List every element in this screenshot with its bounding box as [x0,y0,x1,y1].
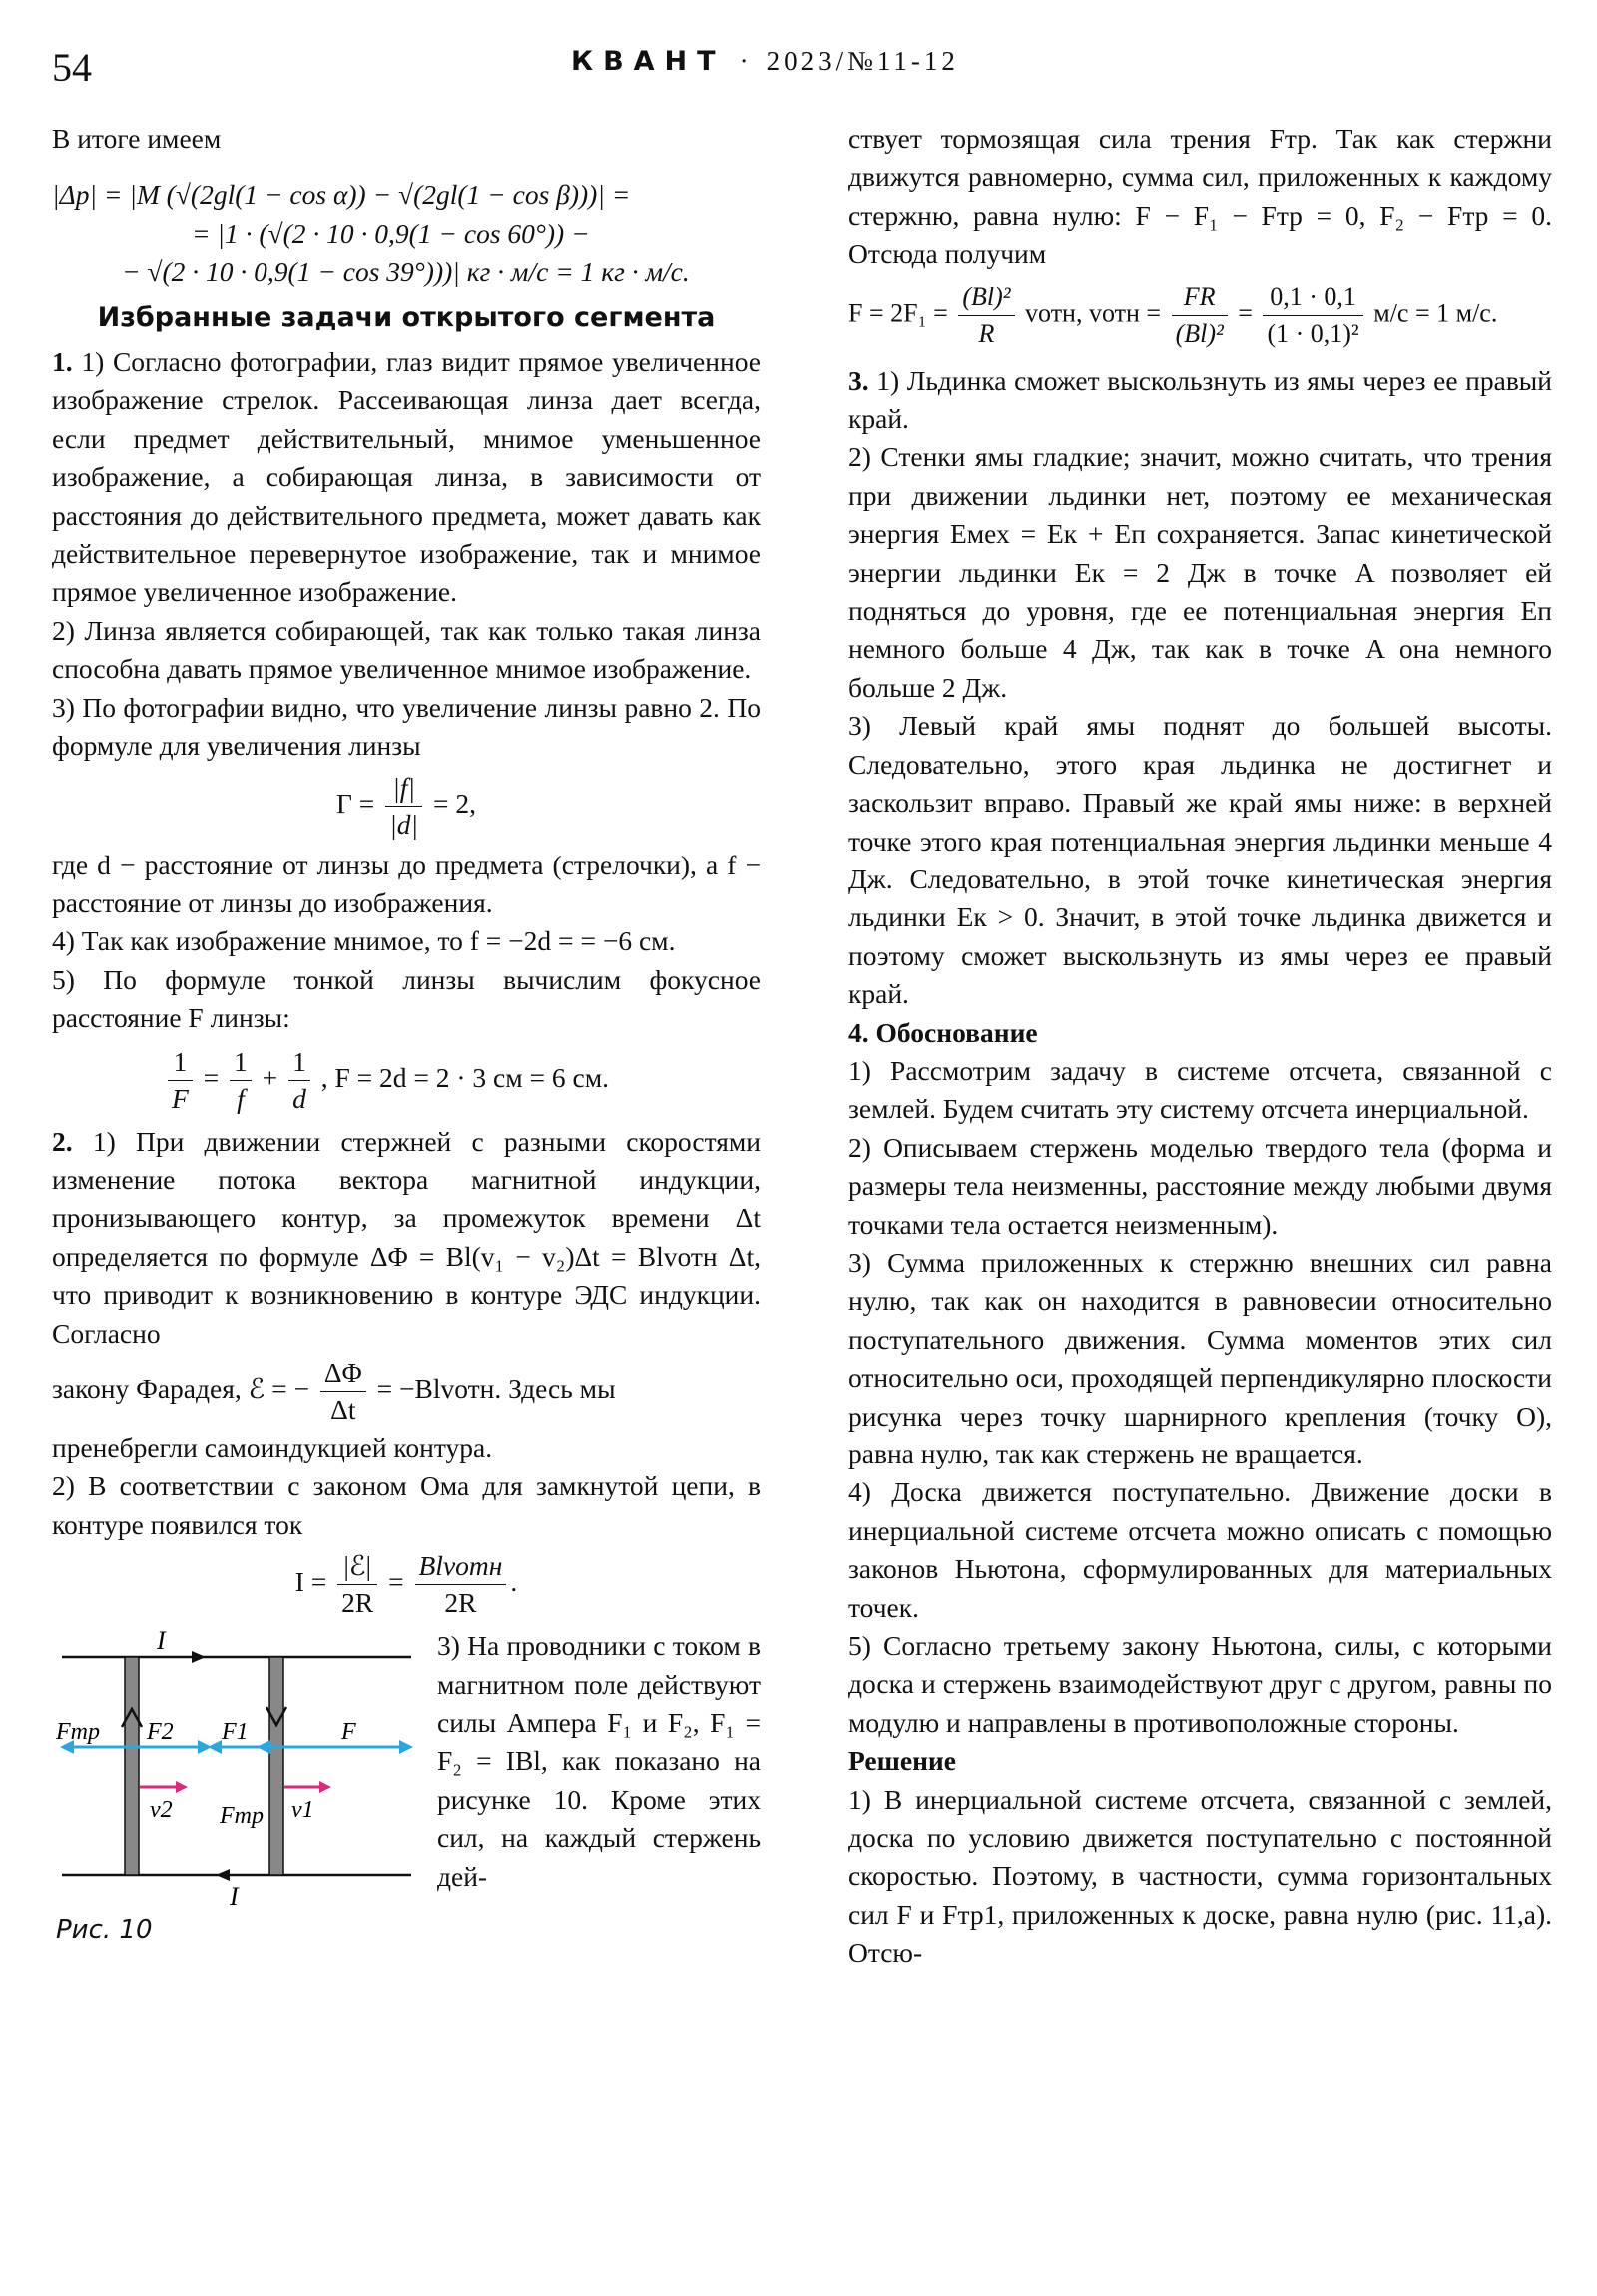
label-v1: v1 [291,1797,314,1824]
equation-dp-3: − √(2 · 10 · 0,9(1 − cos 39°)))| кг · м/с = 1 кг · м/с. [122,256,690,287]
lens-F: F [171,1082,189,1114]
intro-line: В итоге имеем [52,123,222,154]
page-number: 54 [52,45,92,90]
force-den-1: R [978,318,995,348]
problem-2-text: 1) При движении стержней с разными скоростями изменение потока вектора магнитной индукции, пронизывающего контур, за промежуток времени Δt определяется по формуле ΔΦ = Bl(v₁ − v₂)Δt = Blvотн Δt, что приводит к возникновению в контуре ЭДС индукции. Согласно [52,1125,761,1349]
f-tr-mid-arrowhead [257,1740,270,1754]
problem-3-number: 3. [848,364,869,396]
lens-one-c: 1 [288,1044,310,1081]
force-frac-1 [958,280,1014,352]
problem-4-para-3: 3) Сумма приложенных к стержню внешних сил равна нулю, так как он находится в равновесии относительно поступательного движения. Сумма моментов этих сил относительно оси, проходящей перпендикулярно плоскости рисунка через точку шарнирного крепления (точку O), равна нулю, так как стержень не вращается. [848,1246,1552,1469]
label-F-tr-left: Fтр [56,1719,100,1746]
lens-rest: , F = 2d = 2 · 3 см = 6 см. [320,1061,610,1093]
solution-title: Решение [848,1745,956,1777]
problem-1-number: 1. [52,346,73,378]
lens-plus: + [262,1061,278,1093]
label-I-bottom: I [230,1882,239,1908]
problem-4-para-2: 2) Описываем стержень моделью твердого тела (форма и размеры тела неизменны, расстояние между любыми двумя точками тела остается неизменным). [848,1131,1552,1240]
problem-2-after: пренебрегли самоиндукцией контура. [52,1432,493,1463]
lens-frac-d [288,1044,310,1117]
issue-number: 2023/№11-12 [766,46,959,76]
force-frac-3 [1263,280,1362,352]
problem-4-para-1: 1) Рассмотрим задачу в системе отсчета, связанной с землей. Будем считать эту систему отсчета инерциальной. [848,1054,1552,1125]
problem-2-para-3: 3) На проводники с током в магнитном поле действуют силы Ампера F₁ и F₂, F₁ = F₂ = IBl, как показано на рисунке 10. Кроме этих сил, на каждый стержень дей- [437,1630,761,1892]
problem-1-para-2: 2) Линза является собирающей, так как только такая линза способна давать прямое увеличенное мнимое изображение. [52,614,761,685]
magazine-title: КВАНТ [571,46,726,77]
equation-gamma [52,770,761,843]
rod-left [125,1657,139,1875]
label-F-tr-mid: Fтр [220,1803,264,1830]
equation-lens [52,1044,761,1117]
faraday-line [52,1355,761,1428]
figure-10-block [52,1627,761,1957]
figure-10-diagram [52,1627,421,1907]
current-num-2: Blvотн [415,1548,507,1585]
current-num-1: |ℰ| [337,1548,377,1585]
problem-3-para-1 [848,362,1552,439]
force-mid: vотн, vотн = [1025,298,1162,328]
label-v2: v2 [150,1797,173,1824]
figure-caption: Рис. 10 [56,1915,153,1946]
equation-force [848,280,1552,352]
current-frac-2 [415,1548,507,1621]
v2-arrowhead [176,1781,188,1793]
problem-4-para-4: 4) Доска движется поступательно. Движение доски в инерциальной системе отсчета можно описать с помощью законов Ньютона, сформулированных для материальных точек. [848,1476,1552,1623]
lens-one-a: 1 [168,1044,193,1081]
current-dot: . [510,1566,518,1597]
lens-frac-F [168,1044,193,1117]
problem-1-para-4: 4) Так как изображение мнимое, то f = −2d = = −6 см. [52,925,676,957]
problem-1-para-3: 3) По фотографии видно, что увеличение линзы равно 2. По формуле для увеличения линзы [52,691,761,762]
current-equals: = [388,1566,404,1597]
lens-f: f [237,1082,245,1114]
problem-2-continued: ствует тормозящая сила трения Fтр. Так как стержни движутся равномерно, сумма сил, приложенных к каждому стержню, равна нулю: F − F₁ − Fтр = 0, F₂ − Fтр = 0. Отсюда получим [848,123,1552,270]
force-num-1: (Bl)² [958,280,1014,316]
current-lhs: I = [294,1566,327,1597]
problem-1-para-3b: где d − расстояние от линзы до предмета (стрелочки), а f − расстояние от линзы до изображения. [52,849,761,918]
gamma-den: |d| [389,808,419,840]
force-den-2: (Bl)² [1175,318,1224,348]
force-den-3: (1 · 0,1)² [1267,318,1359,348]
faraday-num: ΔΦ [320,1355,366,1392]
problem-1-para-1 [52,343,761,612]
current-frac-1 [337,1548,377,1621]
v1-arrowhead [319,1781,331,1793]
problem-3-para-2: 2) Стенки ямы гладкие; значит, можно считать, что трения при движении льдинки нет, поэтому ее механическая энергия Eмех = Eк + Eп сохраняется. Запас кинетической энергии льдинки Eк = 2 Дж в точке A позволяет ей подняться до уровня, где ее потенциальная энергия Eп немного больше 4 Дж, так как в точке A она немного больше 2 Дж. [848,441,1552,703]
running-header: КВАНТ · 2023/№11-12 [571,46,959,77]
left-column [52,120,761,1957]
top-current-arrow [192,1651,206,1663]
gamma-fraction [385,770,422,843]
faraday-den: Δt [330,1393,356,1425]
gamma-lhs: Γ = [336,787,375,819]
current-den-1: 2R [341,1587,374,1619]
right-column [848,120,1552,1973]
current-den-2: 2R [444,1587,477,1619]
lens-frac-f [230,1044,252,1117]
lens-d: d [292,1082,306,1114]
problem-4-title: 4. Обоснование [848,1016,1038,1048]
problem-1-para-5: 5) По формуле тонкой линзы вычислим фокусное расстояние F линзы: [52,963,761,1034]
label-F2: F2 [147,1719,174,1746]
force-rhs: м/с = 1 м/с. [1373,298,1498,328]
label-F: F [341,1719,356,1746]
problem-2-para-2: 2) В соответствии с законом Ома для замкнутой цепи, в контуре появился ток [52,1470,761,1540]
label-I-top: I [157,1627,166,1656]
equation-current [52,1548,761,1621]
equation-dp-1: |Δp| = |M (√(2gl(1 − cos α)) − √(2gl(1 − cos β)))| = [52,179,631,211]
equation-dp-2: = |1 · (√(2 · 10 · 0,9(1 − cos 60°)) − [192,217,590,249]
f1-arrowhead [208,1740,222,1754]
solution-para-1: 1) В инерциальной системе отсчета, связанной с землей, доска по условию движется поступательно с постоянной скоростью. Поэтому, в частности, сумма горизонтальных сил F и Fтр1, приложенных к доске, равна нулю (рис. 11,а). Отсю- [848,1783,1552,1969]
force-equals: = [1238,298,1253,328]
faraday-fraction [320,1355,366,1428]
problem-3-para-3: 3) Левый край ямы поднят до большей высоты. Следовательно, этого края льдинка не достигнет и заскользит вправо. Правый же край ямы ниже: в верхней точке этого края потенциальная энергия льдинки меньше 4 Дж. Следовательно, в этой точке кинетическая энергия льдинки Eк > 0. Значит, в этой точке льдинка движется и поэтому сможет выскользнуть из ямы через ее правый край. [848,710,1552,1010]
force-num-2: FR [1172,280,1228,316]
gamma-num: |f| [385,770,422,807]
problem-2-para-1 [52,1123,761,1353]
force-frac-2 [1172,280,1228,352]
faraday-pre: закону Фарадея, ℰ = − [52,1372,310,1404]
f-arrowhead [399,1740,413,1754]
faraday-post: = −Blvотн. Здесь мы [376,1372,616,1404]
bottom-current-arrow [216,1869,230,1881]
lens-one-b: 1 [230,1044,252,1081]
problem-3-text: 1) Льдинка сможет выскользнуть из ямы через ее правый край. [848,364,1552,435]
section-title: Избранные задачи открытого сегмента [97,301,716,333]
gamma-rhs: = 2, [432,787,476,819]
problem-2-number: 2. [52,1125,73,1157]
force-lhs: F = 2F₁ = [848,298,948,328]
force-num-3: 0,1 · 0,1 [1263,280,1362,316]
problem-4-para-5: 5) Согласно третьему закону Ньютона, силы, с которыми доска и стержень взаимодействуют друг с другом, равны по модулю и направлены в противоположные стороны. [848,1630,1552,1738]
problem-1-text: 1) Согласно фотографии, глаз видит прямое увеличенное изображение стрелок. Рассеивающая линза дает всегда, если предмет действительный, мнимое уменьшенное изображение, а собирающая линза, в зависимости от расстояния до действительного предмета, может давать как действительное перевернутое изображение, так и мнимое прямое увеличенное изображение. [52,346,761,608]
rod-right [269,1657,283,1875]
lens-equals: = [203,1061,220,1093]
label-F1: F1 [222,1719,249,1746]
